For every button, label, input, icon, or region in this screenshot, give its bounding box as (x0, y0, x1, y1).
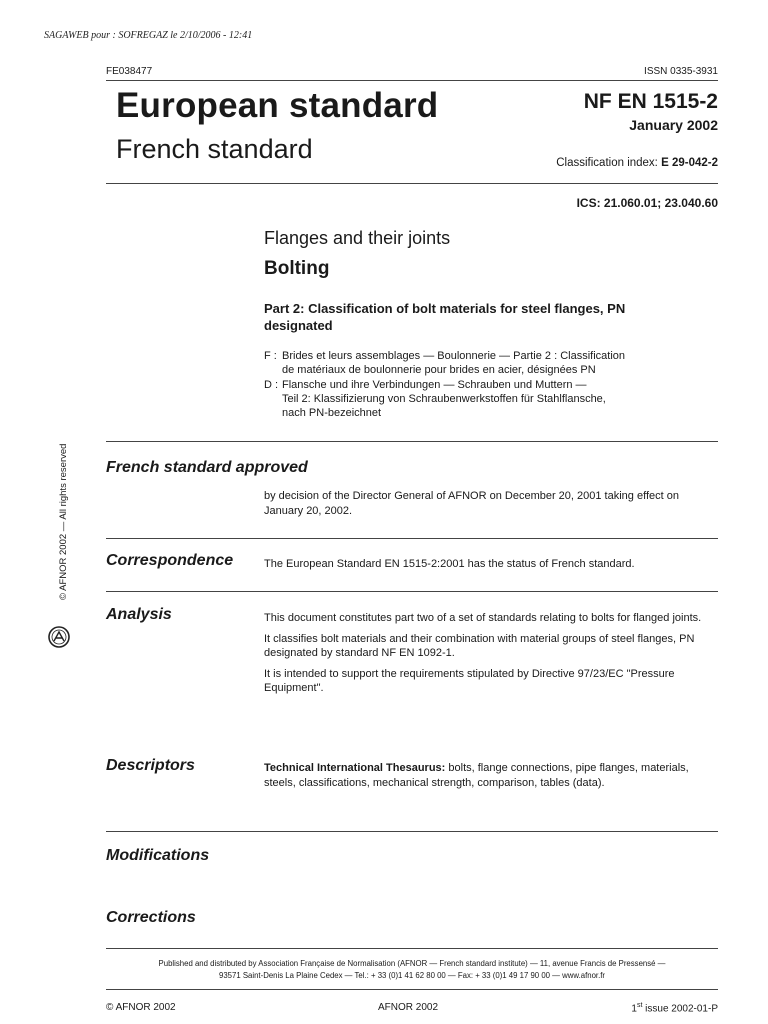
section-rule-correspondence (106, 538, 718, 539)
footer-center: AFNOR 2002 (378, 1002, 439, 1013)
subject-bolting: Bolting (264, 258, 330, 279)
approved-heading: French standard approved (106, 459, 308, 476)
translation-german (264, 378, 694, 420)
part-title: Part 2: Classification of bolt materials for steel flanges, PN designated (264, 301, 626, 333)
analysis-heading: Analysis (106, 606, 172, 623)
afnor-seal-icon (48, 626, 70, 648)
issn-number: ISSN 0335-3931 (644, 66, 718, 77)
standard-code: NF EN 1515-2 (583, 90, 718, 113)
approved-text: by decision of the Director General of AFNOR on December 20, 2001 taking effect on January 20, 2002. (264, 490, 679, 517)
descriptors-label: Technical International Thesaurus: (264, 762, 446, 774)
analysis-paragraph-3: It is intended to support the requirements stipulated by Directive 97/23/EC "Pressure Equipment". (264, 667, 675, 694)
title-rule (106, 183, 718, 184)
ics-codes: ICS: 21.060.01; 23.040.60 (576, 196, 718, 210)
correspondence-heading: Correspondence (106, 552, 234, 569)
header-rule (106, 80, 718, 81)
classification-index-value: E 29-042-2 (661, 157, 718, 169)
translation-d-line2: Teil 2: Klassifizierung von Schraubenwerkstoffen für Stahlflansche, (282, 393, 606, 405)
translation-f-label: F : (264, 350, 277, 362)
descriptors-list: bolts, flange connections, pipe flanges, materials, steels, classifications, mechanical strength, comparison, tables (data). (264, 762, 689, 789)
classification-index (556, 157, 718, 169)
footer-rule-top (106, 948, 718, 949)
translation-d-label: D : (264, 379, 279, 391)
descriptors-heading: Descriptors (106, 757, 195, 774)
classification-index-label: Classification index: (556, 157, 658, 169)
publisher-info (106, 958, 718, 982)
translation-f-line2: de matériaux de boulonnerie pour brides en acier, désignées PN (282, 364, 596, 376)
analysis-paragraph-2: It classifies bolt materials and their combination with material groups of steel flanges, PN designated by standard NF EN 1092-1. (264, 632, 695, 659)
section-rule-approved (106, 441, 718, 442)
title-european-standard: European standard (116, 86, 439, 125)
translation-d-line1: Flansche und ihre Verbindungen — Schrauben und Muttern — (282, 379, 587, 391)
translation-french (264, 349, 694, 377)
analysis-text (264, 611, 720, 702)
title-french-standard: French standard (116, 134, 313, 164)
issue-text: issue 2002-01-P (642, 1003, 718, 1015)
footer-copyright: © AFNOR 2002 (106, 1002, 176, 1013)
section-rule-modifications (106, 831, 718, 832)
modifications-heading: Modifications (106, 847, 210, 864)
publisher-line-2: 93571 Saint-Denis La Plaine Cedex — Tel.: + 33 (0)1 41 62 80 00 — Fax: + 33 (0)1 49 17 90 00 — www.afnor.fr (218, 971, 606, 980)
subject-title: Flanges and their joints (264, 228, 451, 248)
issue-ordinal: st (636, 1002, 643, 1009)
correspondence-text: The European Standard EN 1515-2:2001 has the status of French standard. (264, 558, 635, 570)
descriptors-text (264, 761, 720, 790)
issue-label (631, 1002, 718, 1014)
print-stamp: SAGAWEB pour : SOFREGAZ le 2/10/2006 - 12:41 (44, 30, 253, 41)
document-reference: FE038477 (106, 66, 153, 77)
issue-number: 1 (631, 1003, 637, 1015)
footer-rule-bottom (106, 989, 718, 990)
vertical-copyright: © AFNOR 2002 — All rights reserved (58, 443, 69, 600)
publisher-line-1: Published and distributed by Association Française de Normalisation (AFNOR — French standard institute) — 11, avenue Francis de Pressensé — (158, 959, 666, 968)
translation-d-line3: nach PN-bezeichnet (282, 407, 382, 419)
translation-f-line1: Brides et leurs assemblages — Boulonnerie — Partie 2 : Classification (282, 350, 625, 362)
corrections-heading: Corrections (106, 909, 196, 926)
standard-date: January 2002 (629, 117, 718, 133)
section-rule-analysis (106, 591, 718, 592)
analysis-paragraph-1: This document constitutes part two of a set of standards relating to bolts for flanged joints. (264, 612, 702, 624)
